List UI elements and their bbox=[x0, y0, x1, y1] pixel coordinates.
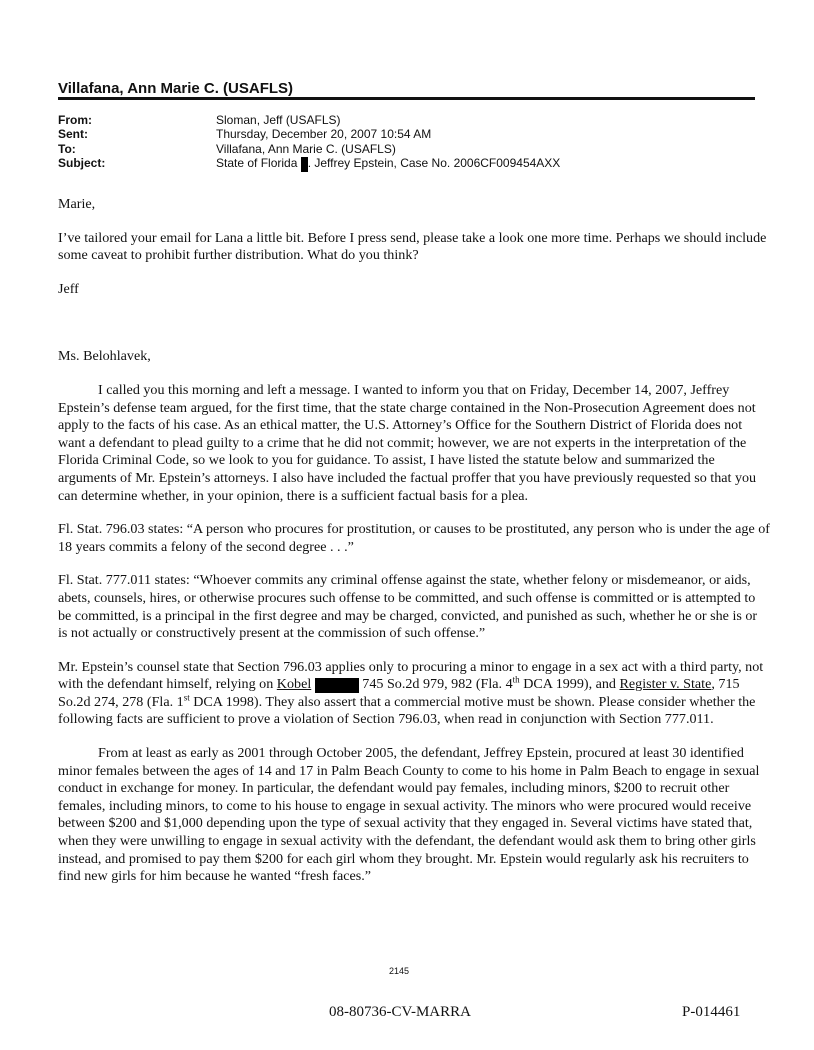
header-rule bbox=[58, 97, 755, 100]
greeting: Marie, bbox=[58, 196, 96, 212]
bates-number: P-014461 bbox=[682, 1004, 741, 1020]
paragraph-statute-796: Fl. Stat. 796.03 states: “A person who procures for prostitution, or causes to be prostituted, any person who is under the age of 18 years commits a felony of the second degree . . .” bbox=[58, 521, 770, 555]
email-body bbox=[58, 196, 770, 902]
subject-text-a: State of Florida bbox=[216, 156, 298, 171]
redaction-block bbox=[315, 678, 359, 693]
email-metadata bbox=[58, 113, 560, 172]
case-number: 08-80736-CV-MARRA bbox=[329, 1004, 471, 1020]
page-number: 2145 bbox=[389, 966, 410, 976]
redaction-block bbox=[301, 157, 308, 172]
from-label: From: bbox=[58, 113, 92, 127]
signoff: Jeff bbox=[58, 280, 79, 297]
to-row bbox=[58, 142, 560, 156]
from-value: Sloman, Jeff (USAFLS) bbox=[216, 113, 341, 127]
sent-label: Sent: bbox=[58, 127, 88, 142]
salutation: Ms. Belohlavek, bbox=[58, 348, 151, 365]
paragraph-factual-proffer: From at least as early as 2001 through October 2005, the defendant, Jeffrey Epstein, procured at least 30 identified minor females between the ages of 14 and 17 in Palm Beach County to come to his home in Palm Beach to engage in sexual conduct in exchange for money. In particular, the defendant would pay females, including minors, $200 to recruit other females, including minors, to come to his house to engage in sexual activity. The minors who were procured would receive between $200 and $1,000 depending upon the type of sexual activity that they engaged in. Several victims have stated that, when they were unwilling to engage in sexual activity with the defendant, the defendant would ask them to bring other girls instead, and promised to pay them $200 for each girl whom they brought. Mr. Epstein would regularly ask his recruiters to find new girls for him because he wanted “fresh faces.” bbox=[58, 745, 760, 885]
to-label: To: bbox=[58, 141, 76, 156]
case-citation-kobel: Kobel bbox=[276, 676, 312, 693]
paragraph-tailored-email: I’ve tailored your email for Lana a little bit. Before I press send, please take a look one more time. Perhaps we should include some caveat to prohibit further distribution. What do you think? bbox=[58, 229, 767, 264]
sent-row bbox=[58, 127, 560, 141]
sender-header-name: Villafana, Ann Marie C. (USAFLS) bbox=[58, 80, 294, 97]
subject-row bbox=[58, 156, 560, 171]
sent-value: Thursday, December 20, 2007 10:54 AM bbox=[216, 127, 432, 142]
subject-text-b: . Jeffrey Epstein, Case No. 2006CF009454AXX bbox=[307, 156, 561, 171]
paragraph-statute-777: Fl. Stat. 777.011 states: “Whoever commits any criminal offense against the state, whether felony or misdemeanor, or aids, abets, counsels, hires, or otherwise procures such offense to be committed, and such offense is committed or is attempted to be committed, is a principal in the first degree and may be charged, convicted, and punished as such, whether he or she is or is not actually or constructively present at the commission of such offense.” bbox=[58, 572, 758, 642]
from-row bbox=[58, 113, 560, 127]
paragraph-phone-call: I called you this morning and left a message. I wanted to inform you that on Friday, December 14, 2007, Jeffrey Epstein’s defense team argued, for the first time, that the state charge contained in the Non-Prosecution Agreement does not apply to the facts of his case. As an ethical matter, the U.S. Attorney’s Office for the Southern District of Florida does not want a defendant to plead guilty to a crime that he did not commit; however, we are not experts in the interpretation of the Florida Criminal Code, so we look to you for guidance. To assist, I have listed the statute below and summarized the arguments of Mr. Epstein’s attorneys. I also have included the factual proffer that you have previously requested so that you can determine whether, in your opinion, there is a sufficient factual basis for a plea. bbox=[58, 381, 757, 504]
subject-value bbox=[216, 156, 560, 171]
paragraph-counsel-argument: Mr. Epstein’s counsel state that Section 796.03 applies only to procuring a minor to engage in a sex act with a third party, not with the defendant himself, relying on Kobel 745 So.2d 979, 982 (Fla. 4th DCA 1999), and Register v. State, 715 So.2d 274, 278 (Fla. 1st DCA 1998). They also assert that a commercial motive must be shown. Please consider whether the following facts are sufficient to prove a violation of Section 796.03, when read in conjunction with Section 777.011. bbox=[58, 658, 764, 728]
case-citation-register: Register v. State bbox=[619, 676, 712, 693]
subject-label: Subject: bbox=[58, 156, 106, 171]
to-value: Villafana, Ann Marie C. (USAFLS) bbox=[216, 141, 396, 156]
